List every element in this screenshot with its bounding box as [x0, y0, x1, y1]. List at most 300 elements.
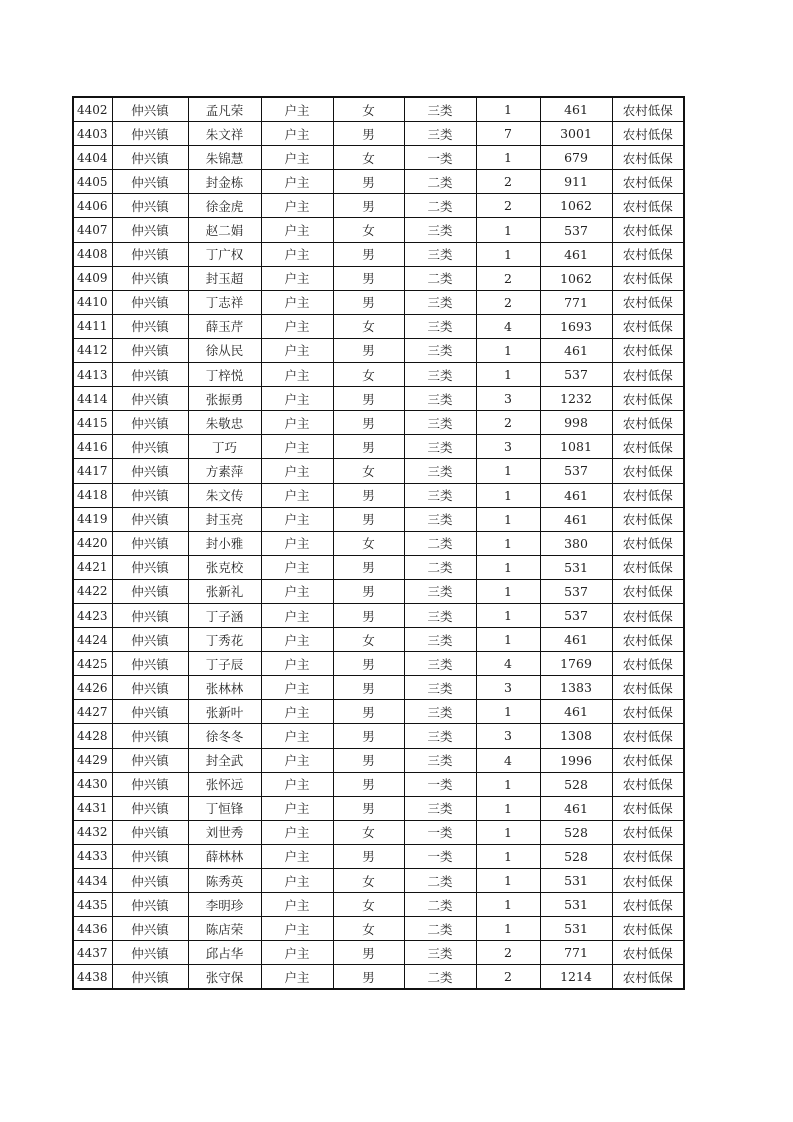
cell-amount: 461 — [540, 796, 612, 820]
cell-relation: 户主 — [261, 194, 333, 218]
table-row — [73, 314, 684, 338]
cell-gender: 男 — [333, 242, 404, 266]
table-row — [73, 893, 684, 917]
cell-category: 三类 — [404, 387, 476, 411]
cell-relation: 户主 — [261, 338, 333, 362]
cell-township: 仲兴镇 — [112, 338, 188, 362]
cell-relation: 户主 — [261, 796, 333, 820]
cell-aid-type: 农村低保 — [612, 363, 684, 387]
cell-gender: 男 — [333, 603, 404, 627]
cell-category: 三类 — [404, 435, 476, 459]
cell-category: 一类 — [404, 820, 476, 844]
cell-row-number: 4418 — [73, 483, 112, 507]
cell-township: 仲兴镇 — [112, 97, 188, 122]
table-row — [73, 218, 684, 242]
cell-row-number: 4407 — [73, 218, 112, 242]
cell-township: 仲兴镇 — [112, 266, 188, 290]
cell-household-size: 1 — [476, 893, 540, 917]
cell-category: 二类 — [404, 893, 476, 917]
cell-row-number: 4406 — [73, 194, 112, 218]
cell-gender: 男 — [333, 579, 404, 603]
cell-township: 仲兴镇 — [112, 483, 188, 507]
cell-relation: 户主 — [261, 411, 333, 435]
cell-row-number: 4430 — [73, 772, 112, 796]
cell-aid-type: 农村低保 — [612, 555, 684, 579]
cell-name: 张怀远 — [188, 772, 261, 796]
cell-township: 仲兴镇 — [112, 941, 188, 965]
cell-household-size: 1 — [476, 483, 540, 507]
cell-aid-type: 农村低保 — [612, 531, 684, 555]
cell-township: 仲兴镇 — [112, 917, 188, 941]
cell-row-number: 4412 — [73, 338, 112, 362]
cell-category: 三类 — [404, 338, 476, 362]
table-row — [73, 748, 684, 772]
cell-aid-type: 农村低保 — [612, 796, 684, 820]
cell-aid-type: 农村低保 — [612, 218, 684, 242]
cell-name: 丁巧 — [188, 435, 261, 459]
cell-aid-type: 农村低保 — [612, 724, 684, 748]
cell-township: 仲兴镇 — [112, 122, 188, 146]
table-row — [73, 652, 684, 676]
cell-gender: 男 — [333, 194, 404, 218]
cell-aid-type: 农村低保 — [612, 844, 684, 868]
cell-name: 张克校 — [188, 555, 261, 579]
cell-household-size: 1 — [476, 579, 540, 603]
cell-gender: 男 — [333, 676, 404, 700]
table-row — [73, 97, 684, 122]
table-row — [73, 338, 684, 362]
cell-amount: 1308 — [540, 724, 612, 748]
cell-name: 张守保 — [188, 965, 261, 990]
cell-name: 张新叶 — [188, 700, 261, 724]
cell-row-number: 4436 — [73, 917, 112, 941]
cell-name: 朱锦慧 — [188, 146, 261, 170]
cell-township: 仲兴镇 — [112, 459, 188, 483]
cell-amount: 537 — [540, 218, 612, 242]
cell-row-number: 4429 — [73, 748, 112, 772]
cell-relation: 户主 — [261, 435, 333, 459]
cell-name: 丁恒锋 — [188, 796, 261, 820]
cell-household-size: 1 — [476, 459, 540, 483]
cell-gender: 男 — [333, 507, 404, 531]
cell-aid-type: 农村低保 — [612, 772, 684, 796]
cell-household-size: 1 — [476, 796, 540, 820]
cell-relation: 户主 — [261, 724, 333, 748]
table-row — [73, 531, 684, 555]
cell-aid-type: 农村低保 — [612, 146, 684, 170]
cell-aid-type: 农村低保 — [612, 965, 684, 990]
cell-row-number: 4422 — [73, 579, 112, 603]
cell-category: 三类 — [404, 411, 476, 435]
cell-gender: 女 — [333, 820, 404, 844]
cell-amount: 528 — [540, 772, 612, 796]
cell-gender: 男 — [333, 435, 404, 459]
cell-household-size: 2 — [476, 266, 540, 290]
cell-gender: 男 — [333, 555, 404, 579]
table-row — [73, 242, 684, 266]
cell-name: 封小雅 — [188, 531, 261, 555]
table-row — [73, 917, 684, 941]
cell-name: 邱占华 — [188, 941, 261, 965]
cell-household-size: 1 — [476, 507, 540, 531]
cell-township: 仲兴镇 — [112, 579, 188, 603]
table-row — [73, 628, 684, 652]
cell-township: 仲兴镇 — [112, 965, 188, 990]
cell-aid-type: 农村低保 — [612, 242, 684, 266]
table-row — [73, 603, 684, 627]
cell-gender: 女 — [333, 146, 404, 170]
cell-gender: 男 — [333, 796, 404, 820]
cell-township: 仲兴镇 — [112, 772, 188, 796]
cell-household-size: 2 — [476, 965, 540, 990]
table-row — [73, 411, 684, 435]
cell-row-number: 4426 — [73, 676, 112, 700]
table-row — [73, 579, 684, 603]
cell-name: 张新礼 — [188, 579, 261, 603]
cell-aid-type: 农村低保 — [612, 507, 684, 531]
cell-aid-type: 农村低保 — [612, 483, 684, 507]
cell-gender: 女 — [333, 628, 404, 652]
cell-gender: 男 — [333, 941, 404, 965]
table-row — [73, 869, 684, 893]
cell-household-size: 1 — [476, 555, 540, 579]
cell-amount: 537 — [540, 603, 612, 627]
cell-row-number: 4402 — [73, 97, 112, 122]
cell-amount: 1996 — [540, 748, 612, 772]
cell-relation: 户主 — [261, 363, 333, 387]
cell-aid-type: 农村低保 — [612, 893, 684, 917]
cell-amount: 531 — [540, 555, 612, 579]
cell-category: 三类 — [404, 459, 476, 483]
cell-aid-type: 农村低保 — [612, 435, 684, 459]
cell-relation: 户主 — [261, 387, 333, 411]
cell-name: 朱文传 — [188, 483, 261, 507]
cell-row-number: 4435 — [73, 893, 112, 917]
cell-row-number: 4421 — [73, 555, 112, 579]
cell-relation: 户主 — [261, 844, 333, 868]
table-row — [73, 435, 684, 459]
cell-township: 仲兴镇 — [112, 869, 188, 893]
cell-amount: 537 — [540, 363, 612, 387]
cell-row-number: 4433 — [73, 844, 112, 868]
cell-township: 仲兴镇 — [112, 844, 188, 868]
cell-township: 仲兴镇 — [112, 796, 188, 820]
cell-aid-type: 农村低保 — [612, 459, 684, 483]
cell-relation: 户主 — [261, 941, 333, 965]
cell-aid-type: 农村低保 — [612, 676, 684, 700]
cell-category: 二类 — [404, 555, 476, 579]
cell-township: 仲兴镇 — [112, 748, 188, 772]
cell-gender: 男 — [333, 122, 404, 146]
cell-row-number: 4425 — [73, 652, 112, 676]
cell-name: 丁广权 — [188, 242, 261, 266]
cell-aid-type: 农村低保 — [612, 170, 684, 194]
cell-row-number: 4420 — [73, 531, 112, 555]
cell-row-number: 4417 — [73, 459, 112, 483]
cell-relation: 户主 — [261, 603, 333, 627]
cell-name: 陈店荣 — [188, 917, 261, 941]
cell-township: 仲兴镇 — [112, 194, 188, 218]
beneficiary-table — [72, 96, 685, 990]
cell-name: 封金栋 — [188, 170, 261, 194]
cell-gender: 男 — [333, 724, 404, 748]
cell-category: 三类 — [404, 603, 476, 627]
table-row — [73, 724, 684, 748]
cell-aid-type: 农村低保 — [612, 603, 684, 627]
cell-row-number: 4408 — [73, 242, 112, 266]
cell-category: 三类 — [404, 941, 476, 965]
cell-aid-type: 农村低保 — [612, 97, 684, 122]
cell-relation: 户主 — [261, 218, 333, 242]
cell-gender: 男 — [333, 483, 404, 507]
cell-amount: 461 — [540, 628, 612, 652]
cell-category: 二类 — [404, 917, 476, 941]
table-row — [73, 772, 684, 796]
cell-township: 仲兴镇 — [112, 218, 188, 242]
cell-aid-type: 农村低保 — [612, 314, 684, 338]
cell-township: 仲兴镇 — [112, 820, 188, 844]
cell-gender: 女 — [333, 218, 404, 242]
cell-amount: 771 — [540, 941, 612, 965]
cell-category: 二类 — [404, 170, 476, 194]
cell-gender: 女 — [333, 459, 404, 483]
cell-relation: 户主 — [261, 290, 333, 314]
cell-aid-type: 农村低保 — [612, 941, 684, 965]
cell-household-size: 2 — [476, 941, 540, 965]
cell-aid-type: 农村低保 — [612, 266, 684, 290]
cell-row-number: 4405 — [73, 170, 112, 194]
cell-household-size: 4 — [476, 314, 540, 338]
cell-aid-type: 农村低保 — [612, 869, 684, 893]
table-body — [73, 97, 684, 989]
table-row — [73, 122, 684, 146]
cell-household-size: 1 — [476, 97, 540, 122]
cell-relation: 户主 — [261, 869, 333, 893]
cell-gender: 男 — [333, 748, 404, 772]
table-row — [73, 483, 684, 507]
table-row — [73, 266, 684, 290]
cell-name: 薛玉芹 — [188, 314, 261, 338]
cell-amount: 461 — [540, 97, 612, 122]
cell-row-number: 4403 — [73, 122, 112, 146]
cell-gender: 男 — [333, 266, 404, 290]
cell-amount: 380 — [540, 531, 612, 555]
cell-relation: 户主 — [261, 676, 333, 700]
cell-category: 三类 — [404, 796, 476, 820]
cell-township: 仲兴镇 — [112, 893, 188, 917]
cell-category: 三类 — [404, 652, 476, 676]
cell-township: 仲兴镇 — [112, 170, 188, 194]
cell-name: 徐冬冬 — [188, 724, 261, 748]
cell-relation: 户主 — [261, 628, 333, 652]
cell-row-number: 4411 — [73, 314, 112, 338]
cell-township: 仲兴镇 — [112, 411, 188, 435]
cell-household-size: 2 — [476, 194, 540, 218]
cell-amount: 998 — [540, 411, 612, 435]
table-row — [73, 387, 684, 411]
cell-category: 三类 — [404, 97, 476, 122]
cell-relation: 户主 — [261, 314, 333, 338]
cell-amount: 528 — [540, 820, 612, 844]
cell-name: 封全武 — [188, 748, 261, 772]
cell-relation: 户主 — [261, 772, 333, 796]
cell-row-number: 4404 — [73, 146, 112, 170]
cell-relation: 户主 — [261, 555, 333, 579]
cell-gender: 男 — [333, 338, 404, 362]
cell-township: 仲兴镇 — [112, 242, 188, 266]
cell-amount: 531 — [540, 869, 612, 893]
table-row — [73, 146, 684, 170]
cell-aid-type: 农村低保 — [612, 652, 684, 676]
cell-name: 方素萍 — [188, 459, 261, 483]
cell-aid-type: 农村低保 — [612, 411, 684, 435]
table-row — [73, 796, 684, 820]
cell-amount: 1062 — [540, 194, 612, 218]
cell-amount: 1383 — [540, 676, 612, 700]
cell-household-size: 1 — [476, 146, 540, 170]
cell-gender: 男 — [333, 411, 404, 435]
cell-household-size: 3 — [476, 387, 540, 411]
cell-household-size: 1 — [476, 820, 540, 844]
cell-relation: 户主 — [261, 917, 333, 941]
cell-relation: 户主 — [261, 242, 333, 266]
cell-aid-type: 农村低保 — [612, 122, 684, 146]
cell-row-number: 4419 — [73, 507, 112, 531]
cell-name: 陈秀英 — [188, 869, 261, 893]
cell-relation: 户主 — [261, 146, 333, 170]
cell-row-number: 4415 — [73, 411, 112, 435]
cell-township: 仲兴镇 — [112, 724, 188, 748]
cell-amount: 461 — [540, 483, 612, 507]
cell-amount: 771 — [540, 290, 612, 314]
cell-relation: 户主 — [261, 579, 333, 603]
cell-amount: 461 — [540, 338, 612, 362]
cell-household-size: 1 — [476, 844, 540, 868]
cell-township: 仲兴镇 — [112, 700, 188, 724]
cell-gender: 男 — [333, 700, 404, 724]
cell-name: 朱敬忠 — [188, 411, 261, 435]
cell-name: 封玉亮 — [188, 507, 261, 531]
table-row — [73, 700, 684, 724]
cell-relation: 户主 — [261, 459, 333, 483]
cell-row-number: 4409 — [73, 266, 112, 290]
cell-relation: 户主 — [261, 507, 333, 531]
cell-amount: 461 — [540, 242, 612, 266]
cell-township: 仲兴镇 — [112, 146, 188, 170]
cell-amount: 461 — [540, 507, 612, 531]
cell-household-size: 1 — [476, 628, 540, 652]
cell-household-size: 4 — [476, 748, 540, 772]
cell-amount: 1769 — [540, 652, 612, 676]
cell-category: 一类 — [404, 772, 476, 796]
cell-relation: 户主 — [261, 122, 333, 146]
cell-relation: 户主 — [261, 170, 333, 194]
cell-township: 仲兴镇 — [112, 290, 188, 314]
cell-row-number: 4424 — [73, 628, 112, 652]
cell-category: 三类 — [404, 628, 476, 652]
table-row — [73, 965, 684, 990]
cell-category: 三类 — [404, 290, 476, 314]
cell-gender: 女 — [333, 363, 404, 387]
cell-name: 李明珍 — [188, 893, 261, 917]
cell-household-size: 7 — [476, 122, 540, 146]
cell-name: 徐从民 — [188, 338, 261, 362]
cell-household-size: 1 — [476, 869, 540, 893]
cell-amount: 537 — [540, 459, 612, 483]
cell-row-number: 4410 — [73, 290, 112, 314]
cell-household-size: 1 — [476, 363, 540, 387]
cell-gender: 男 — [333, 652, 404, 676]
cell-category: 三类 — [404, 122, 476, 146]
cell-aid-type: 农村低保 — [612, 820, 684, 844]
cell-aid-type: 农村低保 — [612, 338, 684, 362]
cell-gender: 男 — [333, 844, 404, 868]
cell-household-size: 1 — [476, 338, 540, 362]
cell-household-size: 1 — [476, 242, 540, 266]
cell-amount: 911 — [540, 170, 612, 194]
cell-category: 二类 — [404, 266, 476, 290]
cell-category: 一类 — [404, 844, 476, 868]
cell-gender: 女 — [333, 893, 404, 917]
cell-row-number: 4438 — [73, 965, 112, 990]
cell-township: 仲兴镇 — [112, 435, 188, 459]
cell-household-size: 1 — [476, 772, 540, 796]
cell-household-size: 3 — [476, 724, 540, 748]
cell-name: 张振勇 — [188, 387, 261, 411]
table-row — [73, 363, 684, 387]
document-page — [72, 96, 685, 990]
table-row — [73, 194, 684, 218]
cell-township: 仲兴镇 — [112, 628, 188, 652]
cell-township: 仲兴镇 — [112, 555, 188, 579]
cell-amount: 537 — [540, 579, 612, 603]
cell-amount: 679 — [540, 146, 612, 170]
cell-household-size: 4 — [476, 652, 540, 676]
cell-township: 仲兴镇 — [112, 652, 188, 676]
cell-amount: 1693 — [540, 314, 612, 338]
cell-township: 仲兴镇 — [112, 507, 188, 531]
cell-relation: 户主 — [261, 483, 333, 507]
cell-category: 一类 — [404, 146, 476, 170]
cell-gender: 男 — [333, 170, 404, 194]
cell-row-number: 4414 — [73, 387, 112, 411]
cell-name: 徐金虎 — [188, 194, 261, 218]
table-row — [73, 844, 684, 868]
cell-household-size: 1 — [476, 917, 540, 941]
cell-name: 封玉超 — [188, 266, 261, 290]
cell-household-size: 2 — [476, 411, 540, 435]
table-row — [73, 170, 684, 194]
table-row — [73, 507, 684, 531]
cell-category: 三类 — [404, 724, 476, 748]
cell-name: 丁梓悦 — [188, 363, 261, 387]
cell-category: 三类 — [404, 579, 476, 603]
cell-relation: 户主 — [261, 965, 333, 990]
cell-amount: 528 — [540, 844, 612, 868]
cell-name: 张林林 — [188, 676, 261, 700]
cell-name: 朱文祥 — [188, 122, 261, 146]
cell-amount: 1081 — [540, 435, 612, 459]
cell-category: 三类 — [404, 748, 476, 772]
cell-row-number: 4431 — [73, 796, 112, 820]
cell-category: 二类 — [404, 194, 476, 218]
cell-amount: 461 — [540, 700, 612, 724]
table-row — [73, 676, 684, 700]
cell-category: 二类 — [404, 531, 476, 555]
cell-name: 丁子辰 — [188, 652, 261, 676]
cell-relation: 户主 — [261, 700, 333, 724]
cell-category: 二类 — [404, 965, 476, 990]
